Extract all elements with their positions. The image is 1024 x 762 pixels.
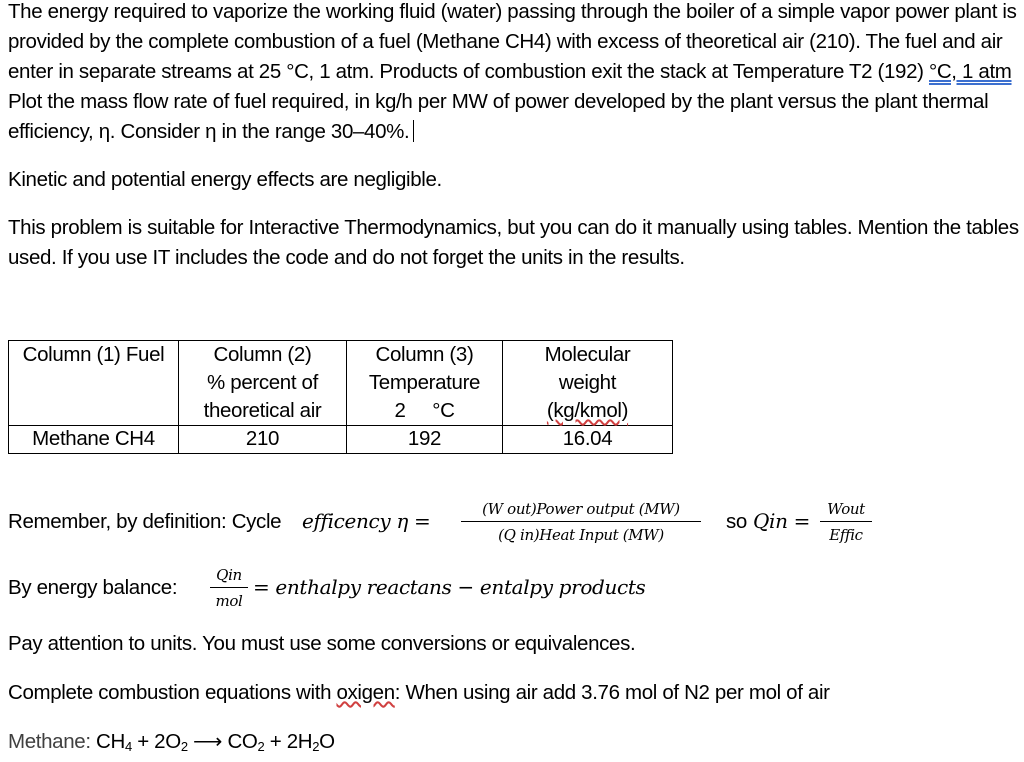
- methane-equation: Methane: $CH_4 + 2O_2$ ⟶ $CO_2 + 2H_2O$: [8, 730, 335, 754]
- table-row: [9, 426, 673, 454]
- efficiency-definition: [8, 496, 1008, 556]
- fraction-denominator: mol: [215, 592, 243, 610]
- balance-label: By energy balance:: [8, 576, 178, 599]
- table-header-row: [9, 341, 673, 426]
- intro-line: efficiency, η. Consider η in the range 30–40%.: [8, 117, 1017, 147]
- intro-line: The energy required to vaporize the working fluid (water) passing through the boiler of a simple vapor power plant is: [8, 0, 1017, 23]
- fuel-table: [8, 340, 673, 454]
- cell-fuel: Methane CH4: [9, 426, 179, 454]
- fraction-numerator: Qin: [216, 566, 242, 584]
- fraction-bar: [461, 521, 701, 522]
- fraction-denominator: Effic: [829, 526, 863, 544]
- fraction-bar: [210, 587, 248, 588]
- so-label: so: [726, 510, 747, 533]
- intro-paragraph: [8, 0, 1017, 147]
- cell-molecular-weight: 16.04: [503, 426, 673, 454]
- header-fuel: Column (1) Fuel: [9, 341, 179, 426]
- header-molecular-weight: Molecular weight (kg/kmol): [503, 341, 673, 426]
- kinetic-note: Kinetic and potential energy effects are negligible.: [8, 168, 442, 191]
- reaction-arrow: ⟶: [187, 730, 228, 753]
- it-note-line: This problem is suitable for Interactive Thermodynamics, but you can do it manually using tables. Mention the tables: [8, 216, 1019, 239]
- header-theoretical-air: Column (2) % percent of theoretical air: [179, 341, 347, 426]
- balance-equation: = enthalpy reactans − entalpy products: [253, 575, 646, 599]
- efficiency-fraction: [461, 500, 701, 544]
- qin-expression: Qin =: [753, 509, 811, 533]
- units-note: Pay attention to units. You must use some conversions or equivalences.: [8, 632, 636, 655]
- it-note: [8, 213, 1019, 273]
- it-note-line: used. If you use IT includes the code and do not forget the units in the results.: [8, 246, 685, 269]
- fraction-denominator: (Q in)Heat Input (MW): [498, 526, 664, 544]
- header-temperature: Column (3) Temperature 2 °C: [347, 341, 503, 426]
- balance-fraction: [210, 566, 248, 610]
- cell-temperature: 192: [347, 426, 503, 454]
- combustion-note: Complete combustion equations with oxigen: When using air add 3.76 mol of N2 per mol of air: [8, 681, 830, 704]
- intro-line: enter in separate streams at 25 °C, 1 atm. Products of combustion exit the stack at Temperature T2 (192) °C, 1 atm: [8, 60, 1012, 83]
- energy-balance: [8, 562, 1008, 622]
- fraction-numerator: Wout: [827, 500, 865, 518]
- equation-label: Methane:: [8, 730, 97, 753]
- intro-line: provided by the complete combustion of a fuel (Methane CH4) with excess of theoretical air (210). The fuel and air: [8, 30, 1003, 53]
- misspelled-word: oxigen: [336, 681, 395, 704]
- fraction-bar: [820, 521, 872, 522]
- cell-theoretical-air: 210: [179, 426, 347, 454]
- definition-label: Remember, by definition: Cycle: [8, 510, 282, 533]
- efficiency-expression: efficency η =: [302, 509, 431, 533]
- fraction-numerator: (W out)Power output (MW): [482, 500, 680, 518]
- units-underline: °C, 1 atm: [929, 60, 1012, 83]
- intro-line: Plot the mass flow rate of fuel required, in kg/h per MW of power developed by the plant versus the plant thermal: [8, 90, 989, 113]
- text-cursor: [413, 120, 414, 142]
- qin-fraction: [820, 500, 872, 544]
